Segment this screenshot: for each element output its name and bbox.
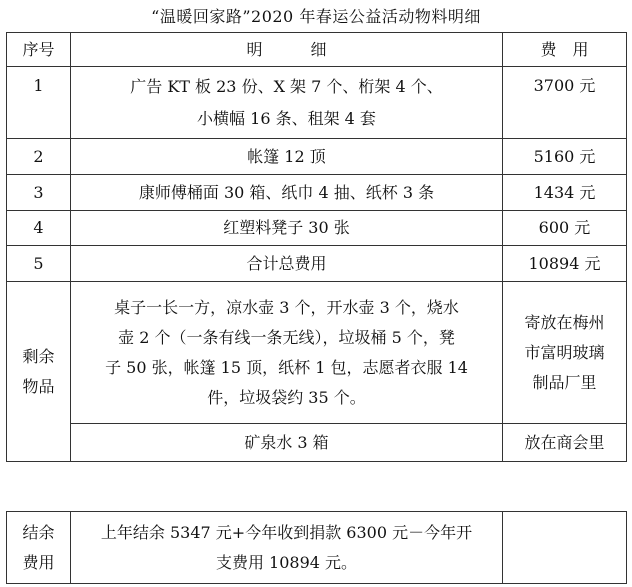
water-storage: 放在商会里 <box>503 424 627 462</box>
header-detail: 明 细 <box>71 33 503 67</box>
table-row <box>7 139 627 175</box>
balance-text-line: 支费用 10894 元。 <box>215 552 358 572</box>
balance-label-line: 结余 <box>22 522 55 542</box>
remaining-label <box>7 282 71 462</box>
row-cost: 5160 元 <box>503 139 627 175</box>
table-row-total <box>7 246 627 282</box>
remaining-storage-line: 制品厂里 <box>532 372 597 392</box>
balance-label-line: 费用 <box>22 552 55 572</box>
remaining-items-line: 件，垃圾袋约 35 个。 <box>207 387 366 407</box>
row-seq: 3 <box>7 175 71 211</box>
remaining-storage <box>503 282 627 424</box>
row-cost: 1434 元 <box>503 175 627 211</box>
table-header-row <box>7 33 627 67</box>
water-row <box>7 424 627 462</box>
row-seq: 1 <box>7 67 71 139</box>
remaining-storage-line: 市富明玻璃 <box>524 342 605 362</box>
header-cost: 费 用 <box>503 33 627 67</box>
total-cost: 10894 元 <box>503 246 627 282</box>
row-cost: 600 元 <box>503 211 627 246</box>
remaining-storage-line: 寄放在梅州 <box>524 312 605 332</box>
table-row <box>7 211 627 246</box>
remaining-items-line: 子 50 张，帐篷 15 顶，纸杯 1 包，志愿者衣服 14 <box>105 357 468 377</box>
remaining-items <box>71 282 503 424</box>
row-seq: 2 <box>7 139 71 175</box>
total-label: 合计总费用 <box>71 246 503 282</box>
remaining-label-line: 物品 <box>22 376 55 396</box>
remaining-items-row <box>7 282 627 424</box>
table-row <box>7 175 627 211</box>
remaining-items-line: 壶 2 个（一条有线一条无线），垃圾桶 5 个，凳 <box>118 327 455 347</box>
balance-row <box>7 512 627 584</box>
row-detail-line: 广告 KT 板 23 份、X 架 7 个、桁架 4 个、 <box>130 76 443 96</box>
remaining-items-line: 桌子一长一方，凉水壶 3 个，开水壶 3 个，烧水 <box>114 297 459 317</box>
row-detail: 红塑料凳子 30 张 <box>71 211 503 246</box>
balance-text-line: 上年结余 5347 元+今年收到捐款 6300 元－今年开 <box>100 522 473 542</box>
page-title: “温暖回家路”2020 年春运公益活动物料明细 <box>151 7 481 26</box>
remaining-label-line: 剩余 <box>22 346 55 366</box>
row-detail: 康师傅桶面 30 箱、纸巾 4 抽、纸杯 3 条 <box>71 175 503 211</box>
table-row <box>7 67 627 139</box>
materials-table <box>6 32 627 462</box>
balance-label <box>7 512 71 584</box>
balance-cost <box>503 512 627 584</box>
header-seq: 序号 <box>7 33 71 67</box>
row-detail <box>71 67 503 139</box>
water-item: 矿泉水 3 箱 <box>71 424 503 462</box>
row-seq: 4 <box>7 211 71 246</box>
row-cost: 3700 元 <box>503 67 627 139</box>
balance-table <box>6 511 627 584</box>
row-detail-line: 小横幅 16 条、租架 4 套 <box>197 108 376 128</box>
balance-text <box>71 512 503 584</box>
row-detail: 帐篷 12 顶 <box>71 139 503 175</box>
row-seq: 5 <box>7 246 71 282</box>
